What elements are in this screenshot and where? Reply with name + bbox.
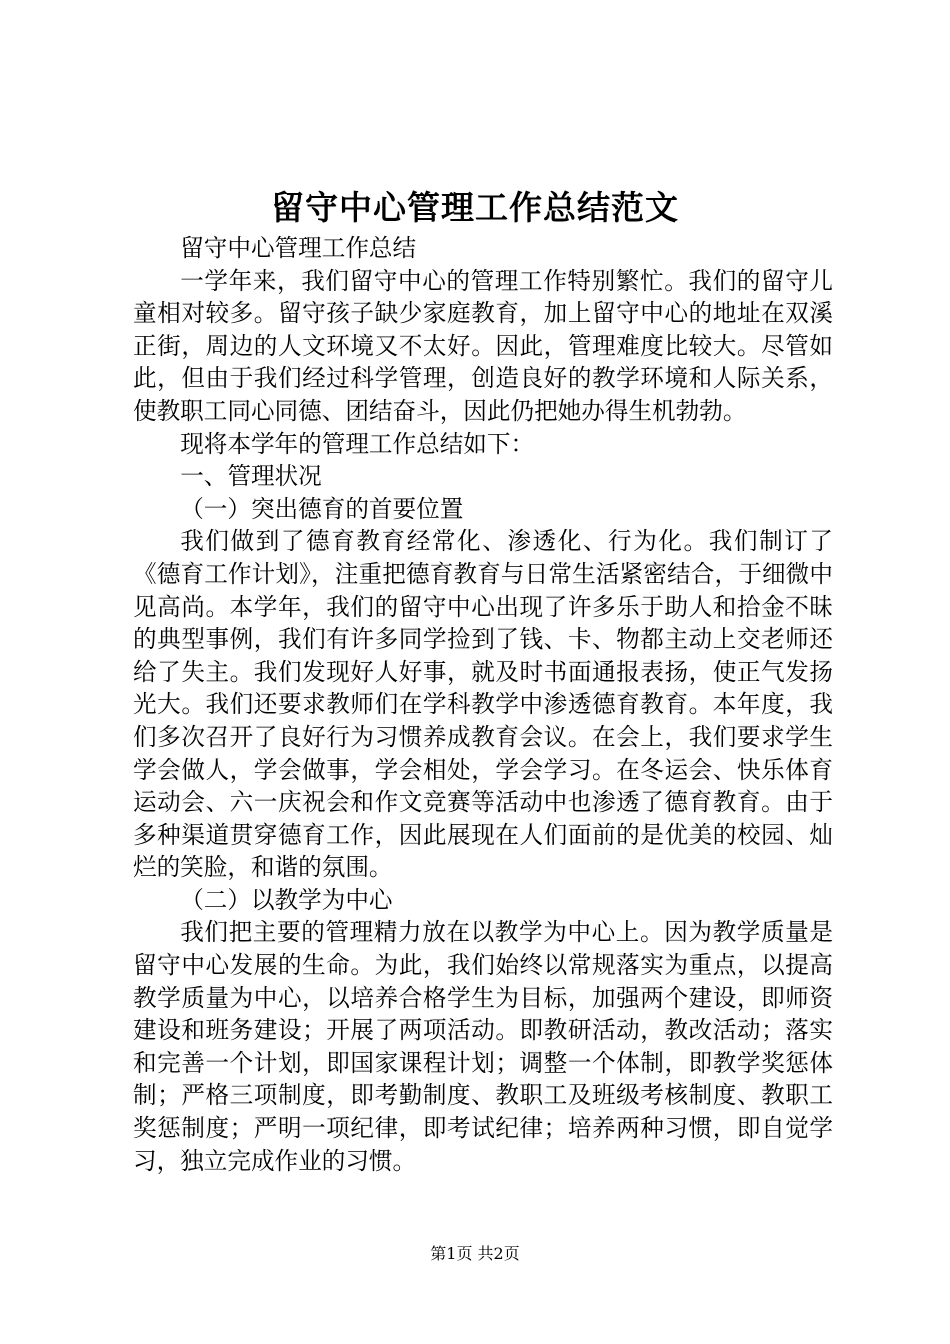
paragraph-intro: 一学年来，我们留守中心的管理工作特别繁忙。我们的留守儿童相对较多。留守孩子缺少家庭教育，加上留守中心的地址在双溪正街，周边的人文环境又不太好。因此，管理难度比较大。尽管如此，但由于我们经过科学管理，创造良好的教学环境和人际关系，使教职工同心同德、团结奋斗，因此仍把她办得生机勃勃。 — [133, 266, 833, 425]
paragraph-teaching: 我们把主要的管理精力放在以教学为中心上。因为教学质量是留守中心发展的生命。为此，我们始终以常规落实为重点，以提高教学质量为中心，以培养合格学生为目标，加强两个建设，即师资建设和班务建设；开展了两项活动。即教研活动，教改活动；落实和完善一个计划，即国家课程计划；调整一个体制，即教学奖惩体制；严格三项制度，即考勤制度、教职工及班级考核制度、教职工奖惩制度；严明一项纪律，即考试纪律；培养两种习惯，即自觉学习，独立完成作业的习惯。 — [133, 918, 833, 1175]
paragraph-summary-lead: 现将本学年的管理工作总结如下： — [180, 429, 535, 458]
paragraph-subtitle: 留守中心管理工作总结 — [180, 234, 417, 262]
subsection-heading-teaching: （二）以教学为中心 — [180, 885, 393, 914]
section-heading-management: 一、管理状况 — [180, 462, 322, 491]
document-title: 留守中心管理工作总结范文 — [271, 188, 679, 227]
subsection-heading-moral-education: （一）突出德育的首要位置 — [180, 494, 464, 523]
paragraph-moral-education: 我们做到了德育教育经常化、渗透化、行为化。我们制订了《德育工作计划》，注重把德育教育与日常生活紧密结合，于细微中见高尚。本学年，我们的留守中心出现了许多乐于助人和拾金不昧的典型事例，我们有许多同学捡到了钱、卡、物都主动上交老师还给了失主。我们发现好人好事，就及时书面通报表扬，使正气发扬光大。我们还要求教师们在学科教学中渗透德育教育。本年度，我们多次召开了良好行为习惯养成教育会议。在会上，我们要求学生学会做人，学会做事，学会相处，学会学习。在冬运会、快乐体育运动会、六一庆祝会和作文竞赛等活动中也渗透了德育教育。由于多种渠道贯穿德育工作，因此展现在人们面前的是优美的校园、灿烂的笑脸，和谐的氛围。 — [133, 527, 833, 882]
page-footer: 第1页 共2页 — [430, 1244, 520, 1263]
document-body — [133, 232, 833, 1177]
